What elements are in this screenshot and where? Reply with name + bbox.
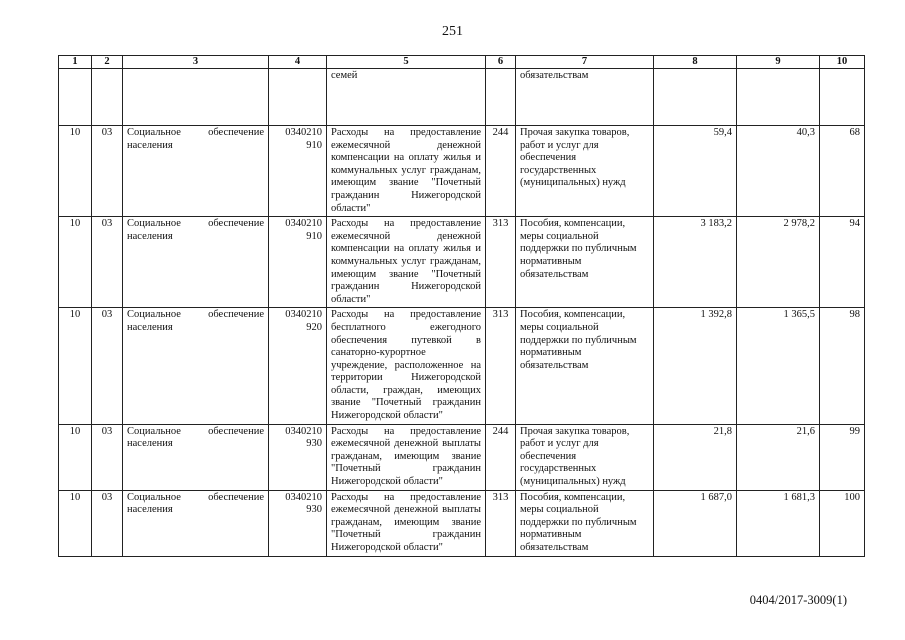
section-name-cell: Социальное обеспечение населения <box>123 490 269 556</box>
percent-cell: 98 <box>820 308 865 424</box>
header-row <box>59 56 865 69</box>
section-name-cell <box>123 69 269 126</box>
expense-type-name-cell: Пособия, компенсации, меры социальной поддержки по публичным нормативным обязательствам <box>516 490 654 556</box>
expense-type-name-cell: обязательствам <box>516 69 654 126</box>
description-cell: Расходы на предоставление бесплатного ежегодного обеспечения путевкой в санаторно-курортное учреждение, расположенное на территории Нижегородской области, граждан, имеющих звание "Почетный гражданин Нижегородской области" <box>327 308 486 424</box>
table-row <box>59 217 865 308</box>
section-name-cell: Социальное обеспечение населения <box>123 217 269 308</box>
description-cell: Расходы на предоставление ежемесячной денежной компенсации на оплату жилья и коммунальных услуг гражданам, имеющим звание "Почетный гражданин Нижегородской области" <box>327 217 486 308</box>
column-header: 4 <box>269 56 327 69</box>
column-header: 9 <box>737 56 820 69</box>
amount-cell: 21,8 <box>654 424 737 490</box>
description-cell: Расходы на предоставление ежемесячной денежной выплаты гражданам, имеющим звание "Почетный гражданин Нижегородской области" <box>327 424 486 490</box>
column-header: 2 <box>92 56 123 69</box>
expense-type-cell: 313 <box>486 308 516 424</box>
target-article-cell: 0340210 920 <box>269 308 327 424</box>
section-name-cell: Социальное обеспечение населения <box>123 308 269 424</box>
target-article-cell: 0340210 910 <box>269 126 327 217</box>
percent-cell: 94 <box>820 217 865 308</box>
amount-cell: 1 687,0 <box>654 490 737 556</box>
description-cell: Расходы на предоставление ежемесячной денежной выплаты гражданам, имеющим звание "Почетный гражданин Нижегородской области" <box>327 490 486 556</box>
expense-type-name-cell: Прочая закупка товаров, работ и услуг для обеспечения государственных (муниципальных) нужд <box>516 424 654 490</box>
amount-cell: 21,6 <box>737 424 820 490</box>
amount-cell: 2 978,2 <box>737 217 820 308</box>
target-article-cell: 0340210 930 <box>269 490 327 556</box>
budget-table <box>58 55 865 557</box>
table-row <box>59 424 865 490</box>
subsection-cell <box>92 69 123 126</box>
document-code: 0404/2017-3009(1) <box>749 593 847 607</box>
expense-type-cell: 244 <box>486 126 516 217</box>
subsection-cell: 03 <box>92 490 123 556</box>
target-article-cell: 0340210 930 <box>269 424 327 490</box>
amount-cell: 1 681,3 <box>737 490 820 556</box>
amount-cell: 3 183,2 <box>654 217 737 308</box>
table-row <box>59 69 865 126</box>
column-header: 8 <box>654 56 737 69</box>
expense-type-name-cell: Пособия, компенсации, меры социальной поддержки по публичным нормативным обязательствам <box>516 308 654 424</box>
expense-type-name-cell: Пособия, компенсации, меры социальной поддержки по публичным нормативным обязательствам <box>516 217 654 308</box>
subsection-cell: 03 <box>92 308 123 424</box>
expense-type-name-cell: Прочая закупка товаров, работ и услуг для обеспечения государственных (муниципальных) нужд <box>516 126 654 217</box>
amount-cell: 1 392,8 <box>654 308 737 424</box>
subsection-cell: 03 <box>92 217 123 308</box>
target-article-cell: 0340210 910 <box>269 217 327 308</box>
percent-cell: 100 <box>820 490 865 556</box>
section-cell <box>59 69 92 126</box>
column-header: 10 <box>820 56 865 69</box>
target-article-cell <box>269 69 327 126</box>
table-row <box>59 308 865 424</box>
section-cell: 10 <box>59 126 92 217</box>
percent-cell: 99 <box>820 424 865 490</box>
table-row <box>59 490 865 556</box>
amount-cell: 40,3 <box>737 126 820 217</box>
section-name-cell: Социальное обеспечение населения <box>123 424 269 490</box>
subsection-cell: 03 <box>92 424 123 490</box>
column-header: 7 <box>516 56 654 69</box>
expense-type-cell: 313 <box>486 217 516 308</box>
percent-cell <box>820 69 865 126</box>
page-number: 251 <box>442 24 463 39</box>
section-cell: 10 <box>59 308 92 424</box>
amount-cell: 1 365,5 <box>737 308 820 424</box>
description-cell: Расходы на предоставление ежемесячной денежной компенсации на оплату жилья и коммунальных услуг гражданам, имеющим звание "Почетный гражданин Нижегородской области" <box>327 126 486 217</box>
percent-cell: 68 <box>820 126 865 217</box>
section-name-cell: Социальное обеспечение населения <box>123 126 269 217</box>
amount-cell <box>654 69 737 126</box>
expense-type-cell: 313 <box>486 490 516 556</box>
column-header: 5 <box>327 56 486 69</box>
expense-type-cell <box>486 69 516 126</box>
column-header: 3 <box>123 56 269 69</box>
amount-cell <box>737 69 820 126</box>
column-header: 1 <box>59 56 92 69</box>
description-cell: семей <box>327 69 486 126</box>
section-cell: 10 <box>59 217 92 308</box>
expense-type-cell: 244 <box>486 424 516 490</box>
section-cell: 10 <box>59 424 92 490</box>
subsection-cell: 03 <box>92 126 123 217</box>
table-row <box>59 126 865 217</box>
section-cell: 10 <box>59 490 92 556</box>
column-header: 6 <box>486 56 516 69</box>
amount-cell: 59,4 <box>654 126 737 217</box>
